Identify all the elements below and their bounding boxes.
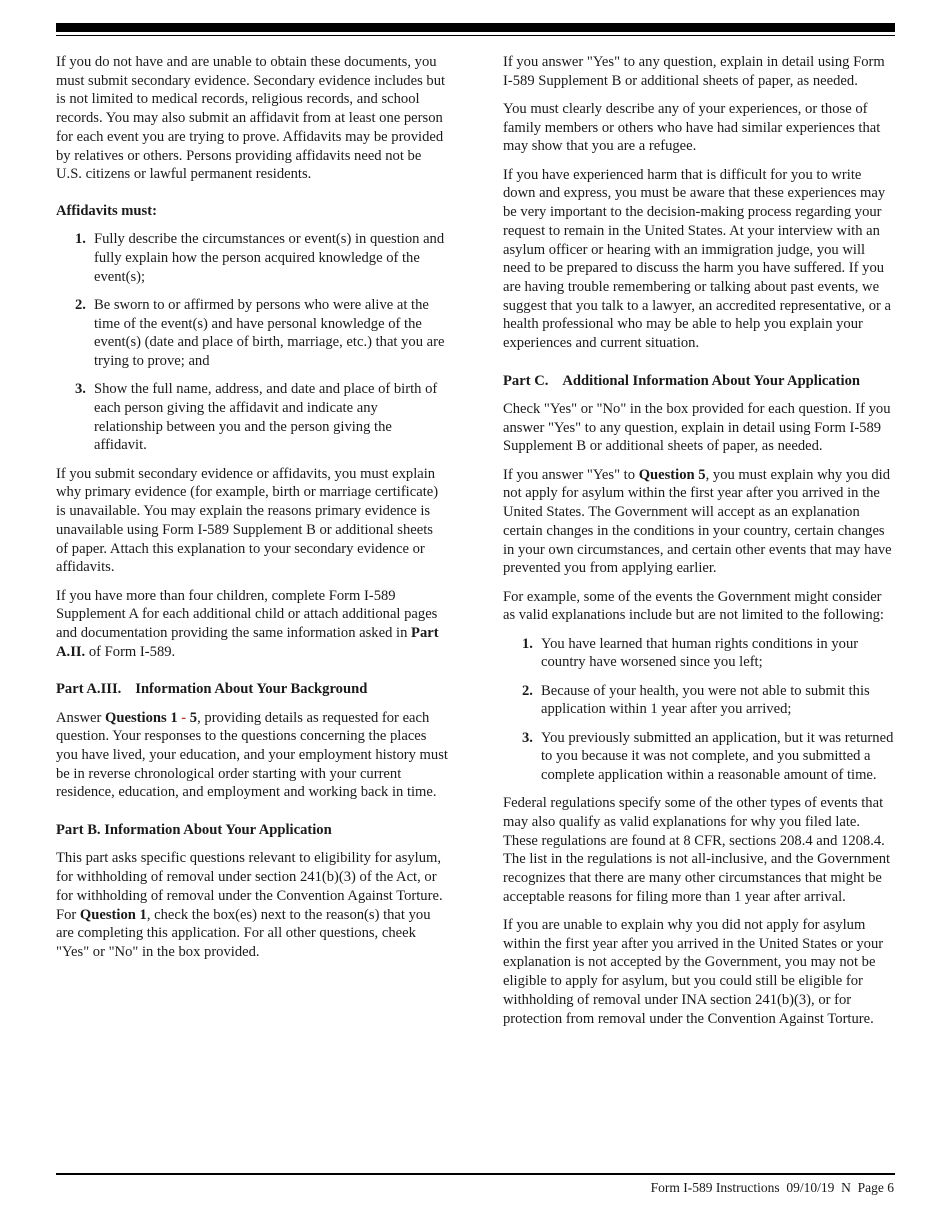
- primary-evidence-paragraph: If you submit secondary evidence or affidavits, you must explain why primary evidence (for example, birth or marriage certificate) is unavailable. You may explain the reasons primary evidence is unavailable using Form I-589 Supplement B or additional sheets of paper. Attach this explanation to your secondary evidence or affidavits.: [56, 465, 439, 576]
- list-item-text: Show the full name, address, and date and place of birth of each person giving the affidavit and indicate any relationship between you and the person giving the affidavit.: [94, 381, 438, 454]
- list-item: [56, 296, 448, 371]
- example-paragraph: For example, some of the events the Government might consider as valid explanations include but are not limited to the following:: [503, 588, 884, 624]
- list-item-number: 2.: [75, 296, 86, 313]
- list-item: [56, 380, 448, 455]
- list-item-number: 2.: [522, 682, 533, 699]
- list-item-number: 1.: [522, 635, 533, 652]
- affidavit-requirements-list: [56, 230, 448, 455]
- yes-answer-paragraph: If you answer "Yes" to any question, explain in detail using Form I-589 Supplement B or additional sheets of paper, as needed.: [503, 54, 885, 89]
- bottom-rule: [56, 1173, 895, 1175]
- list-item: [503, 729, 895, 785]
- list-item: [56, 230, 448, 286]
- federal-regulations-paragraph: Federal regulations specify some of the other types of events that may also qualify as valid explanations for why you filed late. These regulations are found at 8 CFR, sections 208.4 and 1208.4. The list in the regulations is not all-inclusive, and the Government recognizes that there are many other circumstances that might be acceptable reasons for filing more than 1 year after arrival.: [503, 795, 891, 905]
- list-item: [503, 682, 895, 719]
- list-item: [503, 635, 895, 672]
- list-item-text: You have learned that human rights conditions in your country have worsened since you left;: [541, 635, 859, 671]
- children-paragraph: If you have more than four children, complete Form I-589 Supplement A for each additional child or attach additional pages and documentation providing the same information asked in Part A.II. of Form I-589.: [56, 587, 439, 660]
- left-column: [56, 53, 448, 971]
- list-item-text: Fully describe the circumstances or event(s) in question and fully explain how the person acquired knowledge of the event(s);: [94, 231, 445, 285]
- question-5-paragraph: If you answer "Yes" to Question 5, you must explain why you did not apply for asylum within the first year after you arrived in the United States. The Government will accept as an explanation certain changes in the conditions in your country, certain changes in your own circumstances, and certain other events that may have prevented you from applying earlier.: [503, 466, 892, 577]
- describe-experiences-paragraph: You must clearly describe any of your experiences, or those of family members or others who have had similar experiences that may show that you are a refugee.: [503, 101, 881, 155]
- part-c-heading: Part C. Additional Information About Your Application: [503, 372, 861, 389]
- top-rule: [56, 23, 895, 32]
- list-item-text: You previously submitted an application, but it was returned to you because it was not complete, and you submitted a complete application within a reasonable amount of time.: [541, 729, 894, 783]
- list-item-number: 3.: [522, 729, 533, 746]
- harm-paragraph: If you have experienced harm that is difficult for you to write down and express, you must be aware that these experiences may be very important to the decision-making process regarding your request to remain in the United States. At your interview with an asylum officer or hearing with an immigration judge, you will need to be prepared to discuss the harm you have suffered. If you are having trouble remembering or talking about past events, we suggest that you talk to a lawyer, an accredited representative, or a health professional who may be able to help you explain your experiences and current situation.: [503, 166, 892, 352]
- affidavits-heading: Affidavits must:: [56, 202, 157, 219]
- top-rule-thin: [56, 35, 895, 36]
- valid-explanations-list: [503, 635, 895, 785]
- secondary-evidence-paragraph: If you do not have and are unable to obtain these documents, you must submit secondary evidence. Secondary evidence includes but is not limited to medical records, religious records, and school records. You may also submit an affidavit from at least one person for each event you are trying to prove. Affidavits may be provided by relatives or others. Persons providing affidavits need not be U.S. citizens or lawful permanent residents.: [56, 54, 446, 183]
- part-b-heading: Part B. Information About Your Application: [56, 822, 332, 839]
- page-footer: Form I-589 Instructions 09/10/19 N Page 6: [650, 1180, 894, 1195]
- list-item-number: 3.: [75, 381, 86, 398]
- check-yes-no-paragraph: Check "Yes" or "No" in the box provided for each question. If you answer "Yes" to any question, explain in detail using Form I-589 Supplement B or additional sheets of paper, as needed.: [503, 401, 891, 455]
- background-paragraph: Answer Questions 1 - 5, providing details as requested for each question. Your responses to the questions concerning the places you have lived, your education, and your employment history must be in reverse chronological order starting with your current residence, education, and employment and working back in time.: [56, 709, 448, 801]
- list-item-number: 1.: [75, 231, 86, 248]
- list-item-text: Be sworn to or affirmed by persons who were alive at the time of the event(s) and have personal knowledge of the event(s) (date and place of birth, marriage, etc.) that you are trying to prove; and: [94, 296, 445, 370]
- right-column: [503, 53, 895, 1038]
- list-item-text: Because of your health, you were not able to submit this application within 1 year after you arrived;: [541, 682, 870, 718]
- unable-to-explain-paragraph: If you are unable to explain why you did not apply for asylum within the first year after you arrived in the United States or your explanation is not accepted by the Government, you may not be eligible to apply for asylum, but you could still be eligible for withholding of removal under INA section 241(b)(3), or for protection from removal under the Convention Against Torture.: [503, 917, 884, 1027]
- part-a3-heading: Part A.III. Information About Your Background: [56, 681, 368, 698]
- part-b-paragraph: This part asks specific questions relevant to eligibility for asylum, for withholding of removal under section 241(b)(3) of the Act, or for withholding of removal under the Convention Against Torture. For Question 1, check the box(es) next to the reason(s) that you are completing this application. For all other questions, cheek "Yes" or "No" in the box provided.: [56, 850, 443, 960]
